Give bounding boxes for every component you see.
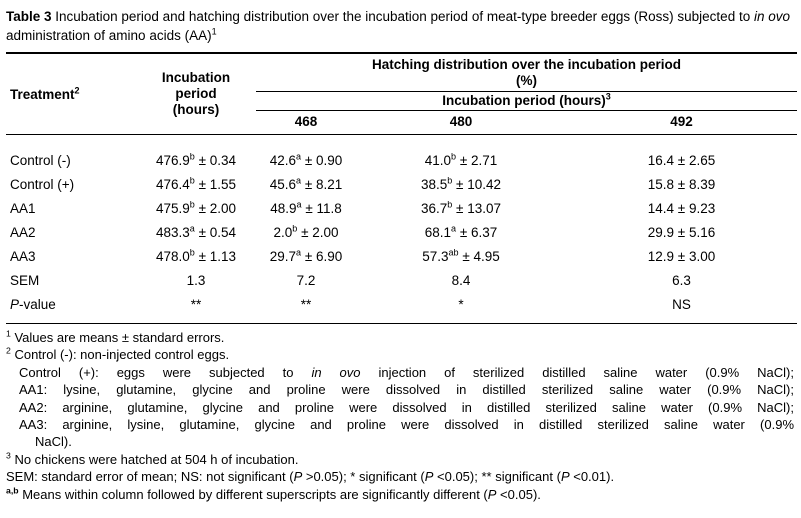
text-segment: AA1 <box>10 200 36 216</box>
text-segment: 8.4 <box>451 272 471 288</box>
text-segment: AA3 <box>10 248 36 264</box>
text-segment: P <box>487 486 497 502</box>
table-body <box>6 135 797 324</box>
superscript: b <box>447 175 453 185</box>
superscript: a <box>296 247 302 257</box>
text-segment: Control (+) <box>10 176 75 192</box>
text-segment: ± 2.00 <box>297 224 339 240</box>
text-segment: ± 11.8 <box>301 200 342 216</box>
treatment-column-header <box>6 53 136 135</box>
table-row <box>6 292 797 324</box>
results-table <box>6 52 797 324</box>
text-segment: 1.3 <box>186 272 206 288</box>
superscript: 1 <box>211 26 217 37</box>
row-label <box>6 172 136 196</box>
text-segment: ± 0.90 <box>301 152 343 168</box>
value-cell <box>136 172 256 196</box>
table-row <box>6 268 797 292</box>
text-segment: P <box>293 469 303 485</box>
superscript: 3 <box>6 450 11 461</box>
value-cell <box>566 172 797 196</box>
text-segment: 42.6 <box>269 152 297 168</box>
hour-column-480: 480 <box>449 114 473 129</box>
text-segment: 68.1 <box>424 224 452 240</box>
value-cell <box>256 135 356 173</box>
table-row <box>6 135 797 173</box>
incubation-header-line: period <box>175 86 217 101</box>
table-row <box>6 244 797 268</box>
text-segment: 475.9 <box>155 200 190 216</box>
table-row <box>6 196 797 220</box>
text-segment: ± 0.34 <box>194 152 236 168</box>
value-cell <box>356 244 566 268</box>
footnotes <box>6 329 794 503</box>
text-segment: ± 2.00 <box>194 200 236 216</box>
text-segment: Values are means ± standard errors. <box>10 330 225 345</box>
value-cell <box>356 196 566 220</box>
footnote-line <box>6 451 794 468</box>
value-cell <box>356 268 566 292</box>
value-cell <box>566 135 797 173</box>
text-segment: 36.7 <box>420 200 448 216</box>
text-segment: 29.7 <box>269 248 297 264</box>
value-cell <box>356 220 566 244</box>
text-segment: ** <box>300 296 312 312</box>
incubation-period-column-header <box>136 53 256 135</box>
text-segment: P <box>560 469 570 485</box>
superscript: 1 <box>6 328 11 339</box>
text-segment: 48.9 <box>270 200 297 216</box>
value-cell <box>256 172 356 196</box>
value-cell <box>136 135 256 173</box>
superscript: a <box>189 223 195 233</box>
superscript: b <box>451 151 457 161</box>
superscript: b <box>189 175 195 185</box>
table-row <box>6 220 797 244</box>
text-segment: Control (-): non-injected control eggs. <box>10 347 230 363</box>
footnote-line <box>6 381 794 398</box>
text-segment: Means within column followed by different superscripts are significantly different ( <box>18 486 488 502</box>
text-segment: in ovo <box>311 364 361 380</box>
value-cell <box>566 244 797 268</box>
hour-column-468: 468 <box>294 114 318 129</box>
text-segment: -value <box>19 296 56 312</box>
text-segment: 2.0 <box>273 224 293 240</box>
text-segment: 29.9 ± 5.16 <box>647 224 716 240</box>
footnote-line <box>6 486 794 503</box>
value-cell <box>256 220 356 244</box>
text-segment: ± 8.21 <box>301 176 343 192</box>
superscript: 3 <box>605 91 611 102</box>
superscript: a,b <box>6 485 19 496</box>
text-segment: ± 2.71 <box>456 152 498 168</box>
table-caption <box>6 5 796 45</box>
text-segment: ± 6.90 <box>301 248 343 264</box>
text-segment: 45.6 <box>269 176 297 192</box>
text-segment: 476.4 <box>155 176 190 192</box>
text-segment: 476.9 <box>155 152 190 168</box>
text-segment: Table 3 <box>6 9 52 24</box>
text-segment: 15.8 ± 8.39 <box>647 176 716 192</box>
superscript: a <box>296 151 302 161</box>
text-segment: <0.05). <box>496 486 541 502</box>
text-segment: P <box>10 296 20 312</box>
text-segment: SEM <box>10 272 40 288</box>
text-segment: AA1: lysine, glutamine, glycine and proline were dissolved in distilled sterilized saline water (0.9% NaCl); <box>19 382 794 398</box>
value-cell <box>356 292 566 324</box>
text-segment: Treatment <box>10 86 75 102</box>
row-label <box>6 268 136 292</box>
footnote-line <box>6 416 794 433</box>
superscript: ab <box>448 247 459 257</box>
text-segment: 7.2 <box>296 272 316 288</box>
text-segment: injection of sterilized distilled saline water (0.9% NaCl); <box>360 364 794 380</box>
footnote-line <box>6 468 794 485</box>
text-segment: NS <box>672 296 691 312</box>
row-label <box>6 220 136 244</box>
text-segment: P <box>424 469 434 485</box>
text-segment: in ovo <box>753 9 790 24</box>
superscript: b <box>189 199 195 209</box>
value-cell <box>566 268 797 292</box>
text-segment: 41.0 <box>424 152 452 168</box>
incubation-header-line: (hours) <box>172 102 220 117</box>
superscript: b <box>292 223 298 233</box>
row-label <box>6 196 136 220</box>
value-cell <box>566 220 797 244</box>
value-cell <box>256 244 356 268</box>
footnote-line <box>6 346 794 363</box>
text-segment: ± 4.95 <box>458 248 500 264</box>
text-segment: ± 13.07 <box>452 200 501 216</box>
value-cell <box>566 292 797 324</box>
value-cell <box>136 196 256 220</box>
value-cell <box>136 244 256 268</box>
text-segment: 16.4 ± 2.65 <box>647 152 716 168</box>
value-cell <box>566 196 797 220</box>
text-segment: ** <box>190 296 202 312</box>
text-segment: AA3: arginine, lysine, glutamine, glycine and proline were dissolved in distilled sterilized saline water (0.9% <box>19 417 794 433</box>
row-label <box>6 135 136 173</box>
value-cell <box>136 220 256 244</box>
superscript: b <box>447 199 453 209</box>
row-label <box>6 292 136 324</box>
value-cell <box>136 292 256 324</box>
text-segment: AA2 <box>10 224 36 240</box>
spanner-line: Hatching distribution over the incubation period <box>372 57 682 72</box>
footnote-line <box>6 364 794 381</box>
superscript: a <box>451 223 457 233</box>
text-segment: Incubation period (hours) <box>442 93 606 108</box>
row-label <box>6 244 136 268</box>
text-segment: 14.4 ± 9.23 <box>647 200 716 216</box>
superscript: a <box>296 199 302 209</box>
value-cell <box>256 268 356 292</box>
hatching-distribution-spanner <box>256 53 797 92</box>
text-segment: 6.3 <box>672 272 691 288</box>
text-segment: >0.05); * significant ( <box>302 469 425 485</box>
text-segment: * <box>458 296 464 312</box>
text-segment: administration of amino acids (AA) <box>6 28 212 43</box>
incubation-header-line: Incubation <box>161 70 231 85</box>
text-segment: ± 1.55 <box>194 176 236 192</box>
text-segment: NaCl). <box>35 434 72 450</box>
text-segment: AA2: arginine, glutamine, glycine and proline were dissolved in distilled sterilized saline water (0.9% NaCl); <box>19 399 794 415</box>
superscript: b <box>189 247 195 257</box>
text-segment: ± 10.42 <box>452 176 501 192</box>
text-segment: 38.5 <box>420 176 448 192</box>
text-segment: <0.05); ** significant ( <box>433 469 561 485</box>
superscript: 2 <box>74 85 80 95</box>
superscript: a <box>296 175 302 185</box>
value-cell <box>136 268 256 292</box>
value-cell <box>256 292 356 324</box>
value-cell <box>356 172 566 196</box>
text-segment: 12.9 ± 3.00 <box>647 248 716 264</box>
text-segment: Control (-) <box>10 152 71 168</box>
text-segment: 478.0 <box>155 248 190 264</box>
spanner-line: (%) <box>516 73 537 88</box>
value-cell <box>256 196 356 220</box>
superscript: b <box>189 151 195 161</box>
footnote-line <box>6 329 794 346</box>
footnote-line <box>6 433 794 450</box>
text-segment: 483.3 <box>155 224 190 240</box>
text-segment: Control (+): eggs were subjected to <box>19 364 312 380</box>
incubation-hours-subspanner <box>256 92 797 111</box>
text-segment: SEM: standard error of mean; NS: not significant ( <box>6 469 294 485</box>
table-row <box>6 172 797 196</box>
value-cell <box>356 135 566 173</box>
footnote-line <box>6 399 794 416</box>
text-segment: 57.3 <box>422 248 449 264</box>
text-segment: <0.01). <box>569 469 615 485</box>
text-segment: No chickens were hatched at 504 h of incubation. <box>10 451 299 467</box>
table-header <box>6 53 797 135</box>
text-segment: Incubation period and hatching distribution over the incubation period of meat-type breeder eggs (Ross) subjected to <box>51 9 754 24</box>
hour-column-492: 492 <box>670 114 693 129</box>
text-segment: ± 6.37 <box>456 224 498 240</box>
text-segment: ± 1.13 <box>194 248 236 264</box>
superscript: 2 <box>6 346 11 357</box>
text-segment: ± 0.54 <box>194 224 236 240</box>
